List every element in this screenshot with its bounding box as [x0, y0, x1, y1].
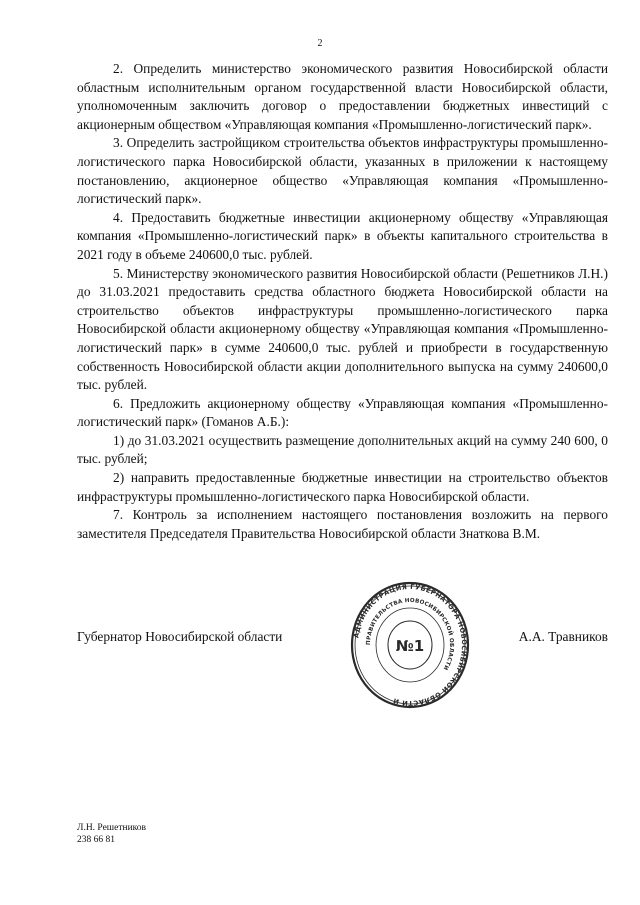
- page-number: 2: [317, 38, 323, 49]
- paragraph-7: 7. Контроль за исполнением настоящего постановления возложить на первого заместителя Председателя Правительства Новосибирской области Знаткова В.М.: [77, 507, 608, 541]
- signatory-name: А.А. Травников: [518, 629, 608, 644]
- paragraph-2: 2. Определить министерство экономического развития Новосибирской области областным исполнительным органом государственной власти Новосибирской области, уполномоченным заключить договор о предоставлении бюджетных инвестиций с акционерным обществом «Управляющая компания «Промышленно-логистический парк».: [77, 61, 608, 132]
- paragraph-5: 5. Министерству экономического развития Новосибирской области (Решетников Л.Н.) до 31.03.2021 предоставить средства областного бюджета Новосибирской области на строительство объектов инфраструктуры промышленно-логистического парка Новосибирской области акционерному обществу «Управляющая компания «Промышленно-логистический парк» в сумме 240600,0 тыс. рублей и приобрести в государственную собственность Новосибирской области акции дополнительного выпуска на сумму 240600,0 тыс. рублей.: [77, 265, 608, 393]
- signatory-title: Губернатор Новосибирской области: [77, 629, 283, 644]
- paragraph-6: 6. Предложить акционерному обществу «Управляющая компания «Промышленно-логистический парк» (Гоманов А.Б.):: [77, 395, 608, 430]
- executor-info: [77, 822, 146, 846]
- paragraph-6-1: 1) до 31.03.2021 осуществить размещение дополнительных акций на сумму 240 600, 0 тыс. рублей;: [77, 432, 608, 467]
- executor-name: Л.Н. Решетников: [77, 823, 147, 833]
- paragraph-4: 4. Предоставить бюджетные инвестиции акционерному обществу «Управляющая компания «Промышленно-логистический парк» в объекты капитального строительства в 2021 году в объеме 240600,0 тыс. рублей.: [77, 209, 608, 262]
- document-body: [77, 60, 608, 543]
- paragraph-3: 3. Определить застройщиком строительства объектов инфраструктуры промышленно-логистического парка Новосибирской области, указанных в приложении к настоящему постановлению, акционерное общество «Управляющая компания «Промышленно-логистический парк».: [77, 135, 608, 207]
- signature-block: [77, 629, 608, 649]
- seal-number: №1: [395, 637, 425, 655]
- executor-phone: 238 66 81: [77, 835, 115, 845]
- paragraph-6-2: 2) направить предоставленные бюджетные инвестиции на строительство объектов инфраструктуры промышленно-логистического парка Новосибирской области.: [77, 470, 608, 504]
- seal-inner-text: ПРАВИТЕЛЬСТВА НОВОСИБИРСКОЙ ОБЛАСТИ: [365, 597, 455, 671]
- seal-outer-text: АДМИНИСТРАЦИЯ ГУБЕРНАТОРА НОВОСИБИРСКОЙ ОБЛАСТИ И: [352, 582, 469, 708]
